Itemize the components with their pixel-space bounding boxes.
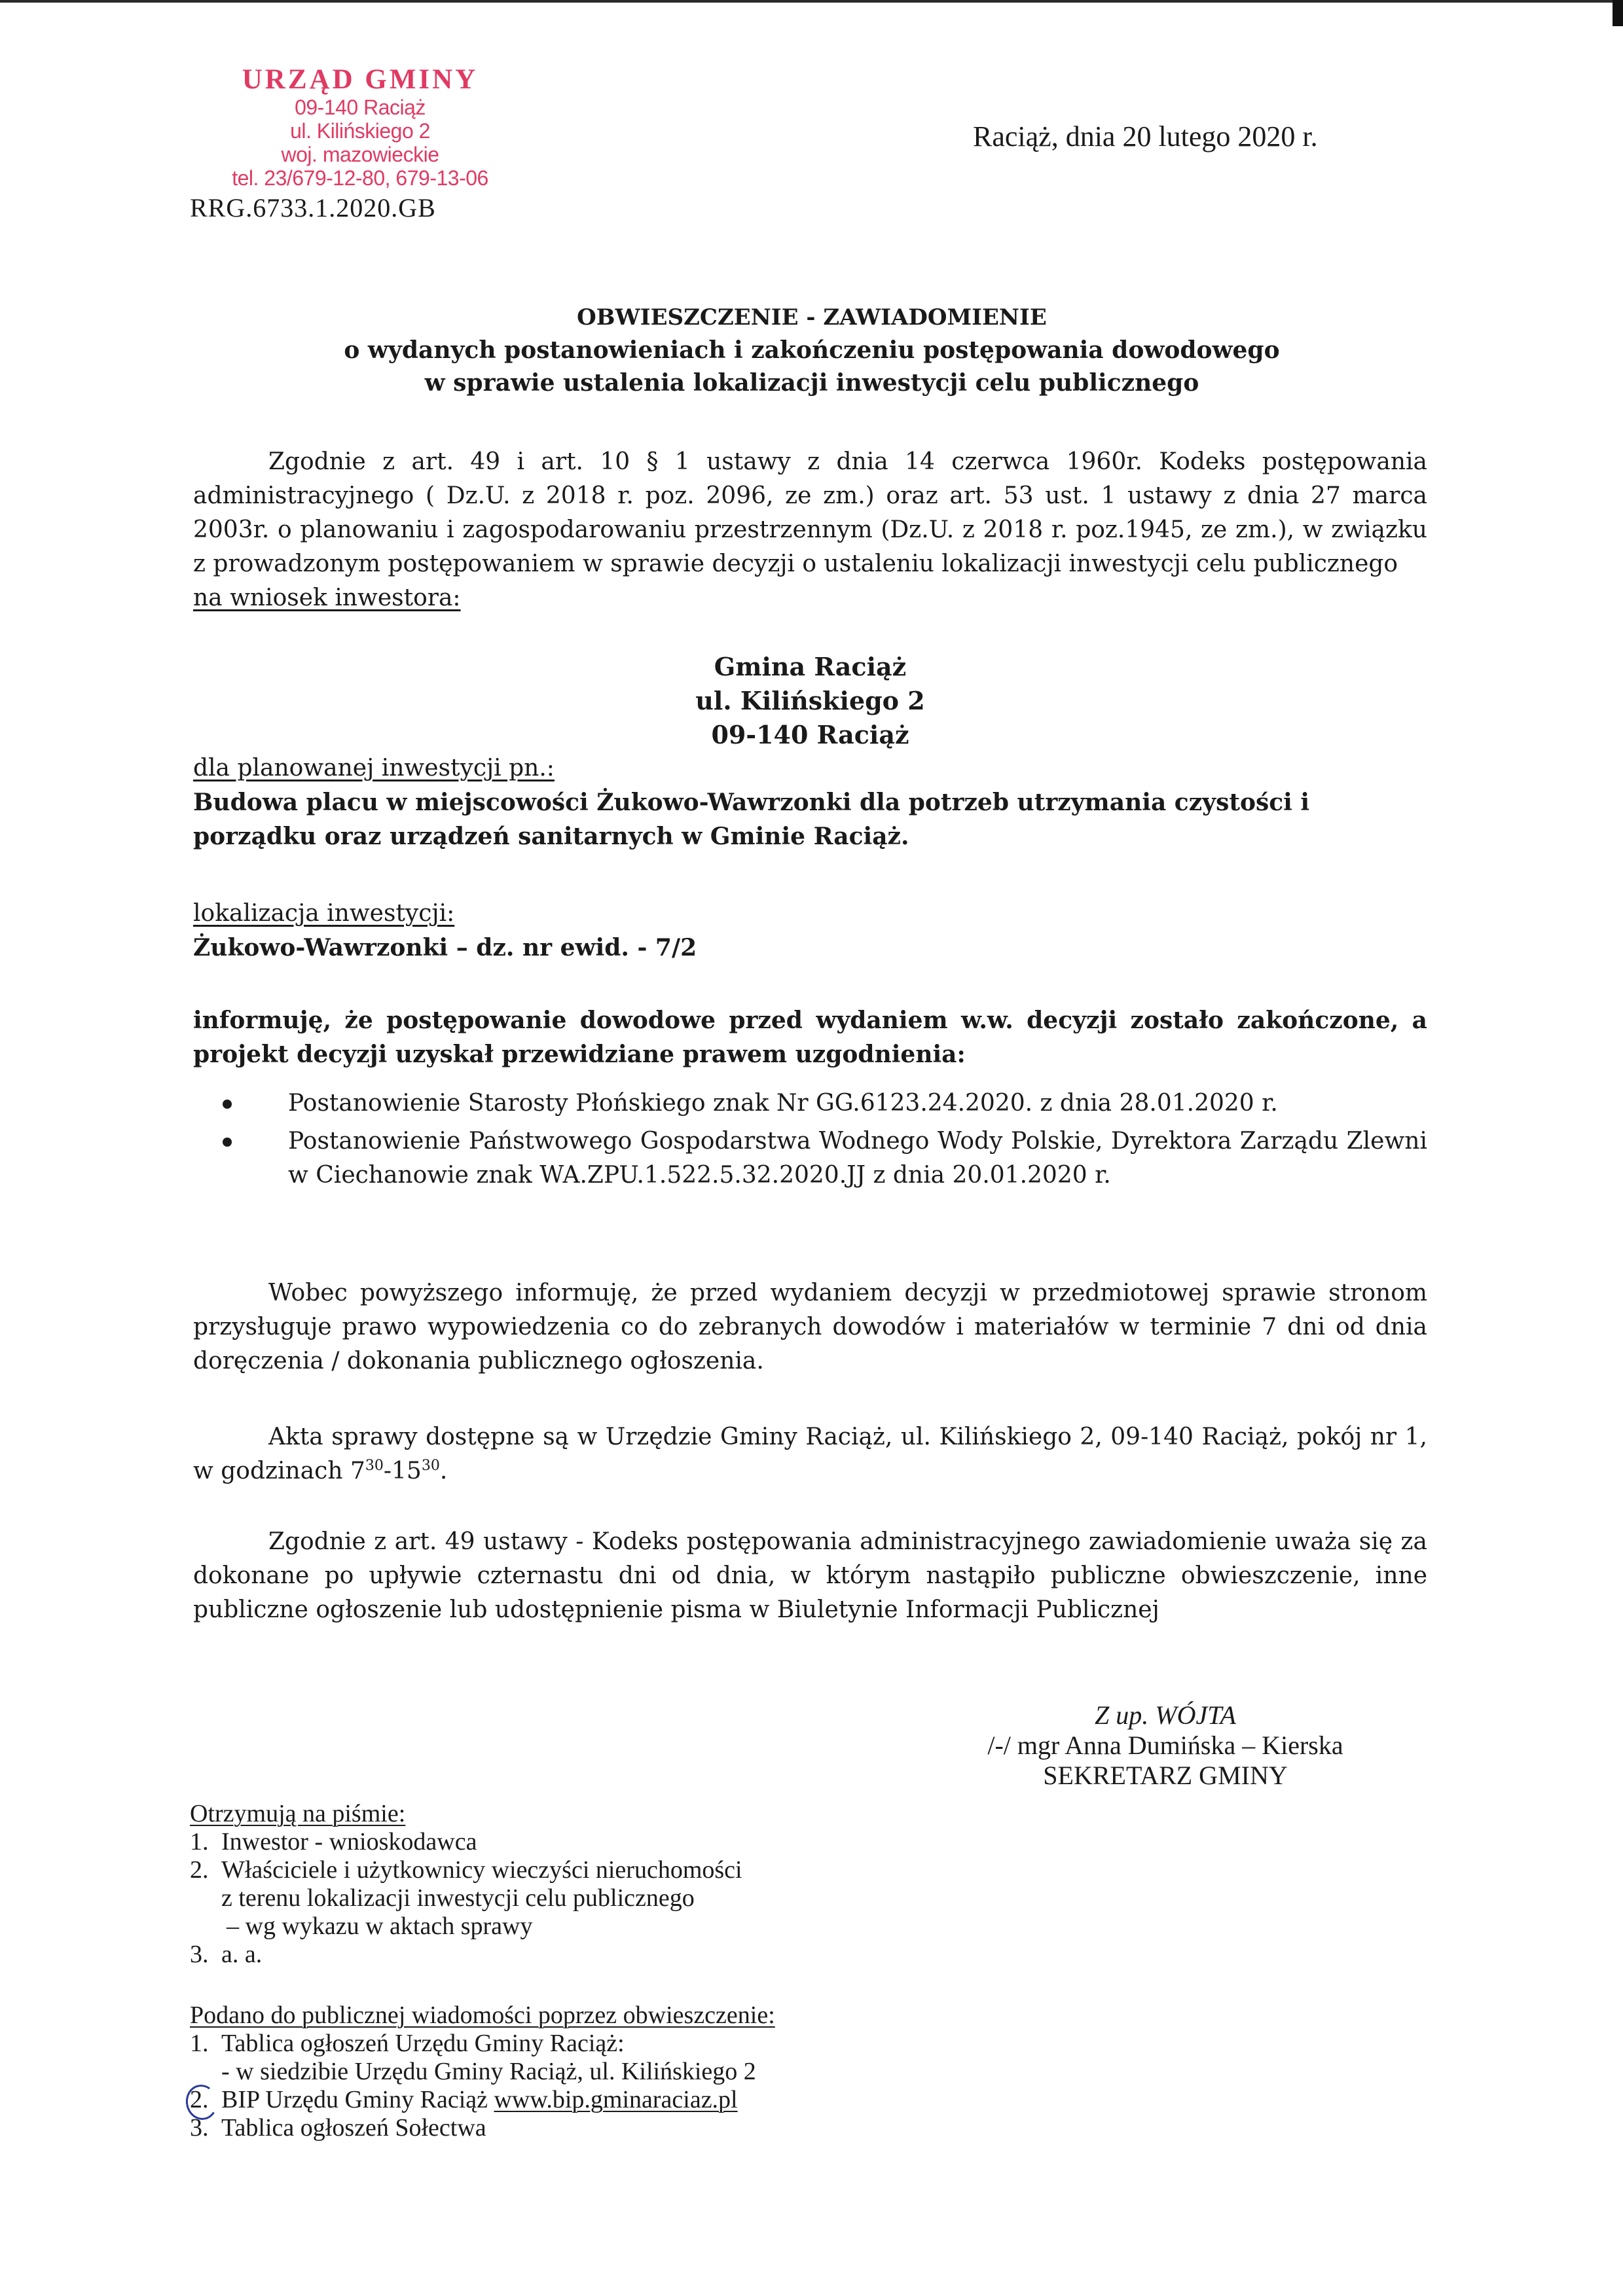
investor-name: Gmina Raciąż [714,652,907,681]
publication-section [190,2001,943,2142]
recipients-heading: Otrzymują na piśmie: [190,1800,406,1827]
location-value: Żukowo-Wawrzonki – dz. nr ewid. - 7/2 [193,934,697,961]
item-text: Inwestor - wnioskodawca [221,1828,477,1856]
item-continuation: - w siedzibie Urzędu Gminy Raciąż, ul. Kilińskiego 2 [221,2058,756,2085]
signature-on-behalf: Z up. WÓJTA [1095,1700,1236,1730]
files-end: . [439,1458,448,1484]
item-text: Właściciele i użytkownicy wieczyści nieruchomości [221,1856,742,1884]
minutes-to: 30 [421,1458,440,1474]
publication-item [190,2030,943,2058]
notice-section [193,1525,1427,1627]
location-label: lokalizacja inwestycji: [193,900,455,927]
stamp-street: ul. Kilińskiego 2 [290,119,430,143]
item-number: 1. [190,2030,209,2057]
investor-city: 09-140 Raciąż [711,720,909,749]
item-text: a. a. [221,1941,263,1968]
bip-link[interactable]: www.bip.gminaraciaz.pl [494,2086,738,2113]
intro-section [193,445,1427,615]
item-continuation: – wg wykazu w aktach sprawy [227,1912,533,1940]
recipient-item [190,1941,910,1969]
signature-name: /-/ mgr Anna Dumińska – Kierska [987,1731,1343,1760]
publication-item [190,2114,943,2142]
title-line-2: o wydanych postanowieniach i zakończeniu postępowania dowodowego [344,336,1280,364]
hours-to: 15 [392,1458,422,1484]
item-text: BIP Urzędu Gminy Raciąż [221,2086,494,2113]
office-stamp [190,64,530,190]
minutes-from: 30 [365,1458,384,1474]
stamp-office-name: URZĄD GMINY [242,64,479,95]
title-line-1: OBWIESZCZENIE - ZAWIADOMIENIE [577,304,1047,331]
stamp-region: woj. mazowieckie [281,143,439,166]
stamp-phone: tel. 23/679-12-80, 679-13-06 [232,166,488,190]
planned-investment [193,751,1427,853]
publication-item [190,2086,943,2114]
planned-label: dla planowanej inwestycji pn.: [193,755,555,781]
files-section [193,1420,1427,1488]
recipient-item [190,1856,910,1884]
intro-paragraph: Zgodnie z art. 49 i art. 10 § 1 ustawy z dnia 14 czerwca 1960r. Kodeks postępowania administracyjnego ( Dz.U. z 2018 r. poz. 2096, ze zm.) oraz art. 53 ust. 1 ustawy z dnia 27 marca 2003r. o planowaniu i zagospodarowaniu przestrzennym (Dz.U. z 2018 r. poz.1945, ze zm.), w związku z prowadzonym postępowaniem w sprawie decyzji o ustaleniu lokalizacji inwestycji celu publicznego [193,448,1427,577]
investment-location [193,897,1427,965]
approval-text: Postanowienie Starosty Płońskiego znak Nr GG.6123.24.2020. z dnia 28.01.2020 r. [288,1090,1278,1117]
bullet-icon [223,1138,232,1147]
item-number: 2. [190,1856,209,1884]
stamp-postal: 09-140 Raciąż [295,96,426,119]
item-number: 3. [190,1941,209,1968]
case-reference: RRG.6733.1.2020.GB [190,193,436,223]
item-text: Tablica ogłoszeń Urzędu Gminy Raciąż: [221,2030,625,2057]
recipient-item [190,1828,910,1856]
document-date: Raciąż, dnia 20 lutego 2020 r. [973,120,1318,152]
recipients-section [190,1800,910,1969]
hours-from: 7 [350,1458,365,1484]
scan-edge [0,0,1623,3]
rights-section [193,1276,1427,1378]
files-paragraph [193,1420,1427,1488]
rights-paragraph: Wobec powyższego informuję, że przed wydaniem decyzji w przedmiotowej sprawie stronom przysługuje prawo wypowiedzenia co do zebranych dowodów i materiałów w terminie 7 dni od dnia doręczenia / dokonania publicznego ogłoszenia. [193,1280,1427,1374]
document-title [196,301,1427,399]
notice-paragraph: Zgodnie z art. 49 ustawy - Kodeks postępowania administracyjnego zawiadomienie uważa się za dokonane po upływie czternastu dni od dnia, w którym nastąpiło publiczne obwieszczenie, inne publiczne ogłoszenie lub udostępnienie pisma w Biuletynie Informacji Publicznej [193,1528,1427,1623]
approval-item [216,1124,1427,1193]
inform-section [193,1003,1427,1071]
signature-block [903,1700,1427,1791]
planned-name: Budowa placu w miejscowości Żukowo-Wawrzonki dla potrzeb utrzymania czystości i porządku oraz urządzeń sanitarnych w Gminie Raciąż. [193,789,1310,850]
scan-corner-mark [1613,0,1623,26]
item-number: 1. [190,1828,209,1856]
bullet-icon [223,1100,232,1109]
approval-text: Postanowienie Państwowego Gospodarstwa Wodnego Wody Polskie, Dyrektora Zarządu Zlewni w Ciechanowie znak WA.ZPU.1.522.5.32.2020.JJ z dnia 20.01.2020 r. [288,1128,1427,1189]
signature-title: SEKRETARZ GMINY [1043,1761,1288,1790]
item-number: 3. [190,2114,209,2142]
approval-item [216,1086,1427,1121]
inform-text: informuję, że postępowanie dowodowe przed wydaniem w.w. decyzji zostało zakończone, a projekt decyzji uzyskał przewidziane prawem uzgodnienia: [193,1007,1427,1068]
investor-block [193,650,1427,752]
investor-street: ul. Kilińskiego 2 [695,686,925,715]
title-line-3: w sprawie ustalenia lokalizacji inwestycji celu publicznego [424,369,1199,397]
files-text: Akta sprawy dostępne są w Urzędzie Gminy Raciąż, ul. Kilińskiego 2, 09-140 Raciąż, pokój nr 1, w godzinach [193,1424,1427,1484]
item-continuation: z terenu lokalizacji inwestycji celu publicznego [221,1884,695,1912]
item-text: Tablica ogłoszeń Sołectwa [221,2114,486,2142]
hours-separator: - [383,1458,392,1484]
applicant-label: na wniosek inwestora: [193,584,461,611]
approvals-list [216,1086,1427,1196]
item-number: 2. [190,2086,209,2113]
publication-heading: Podano do publicznej wiadomości poprzez obwieszczenie: [190,2001,775,2029]
